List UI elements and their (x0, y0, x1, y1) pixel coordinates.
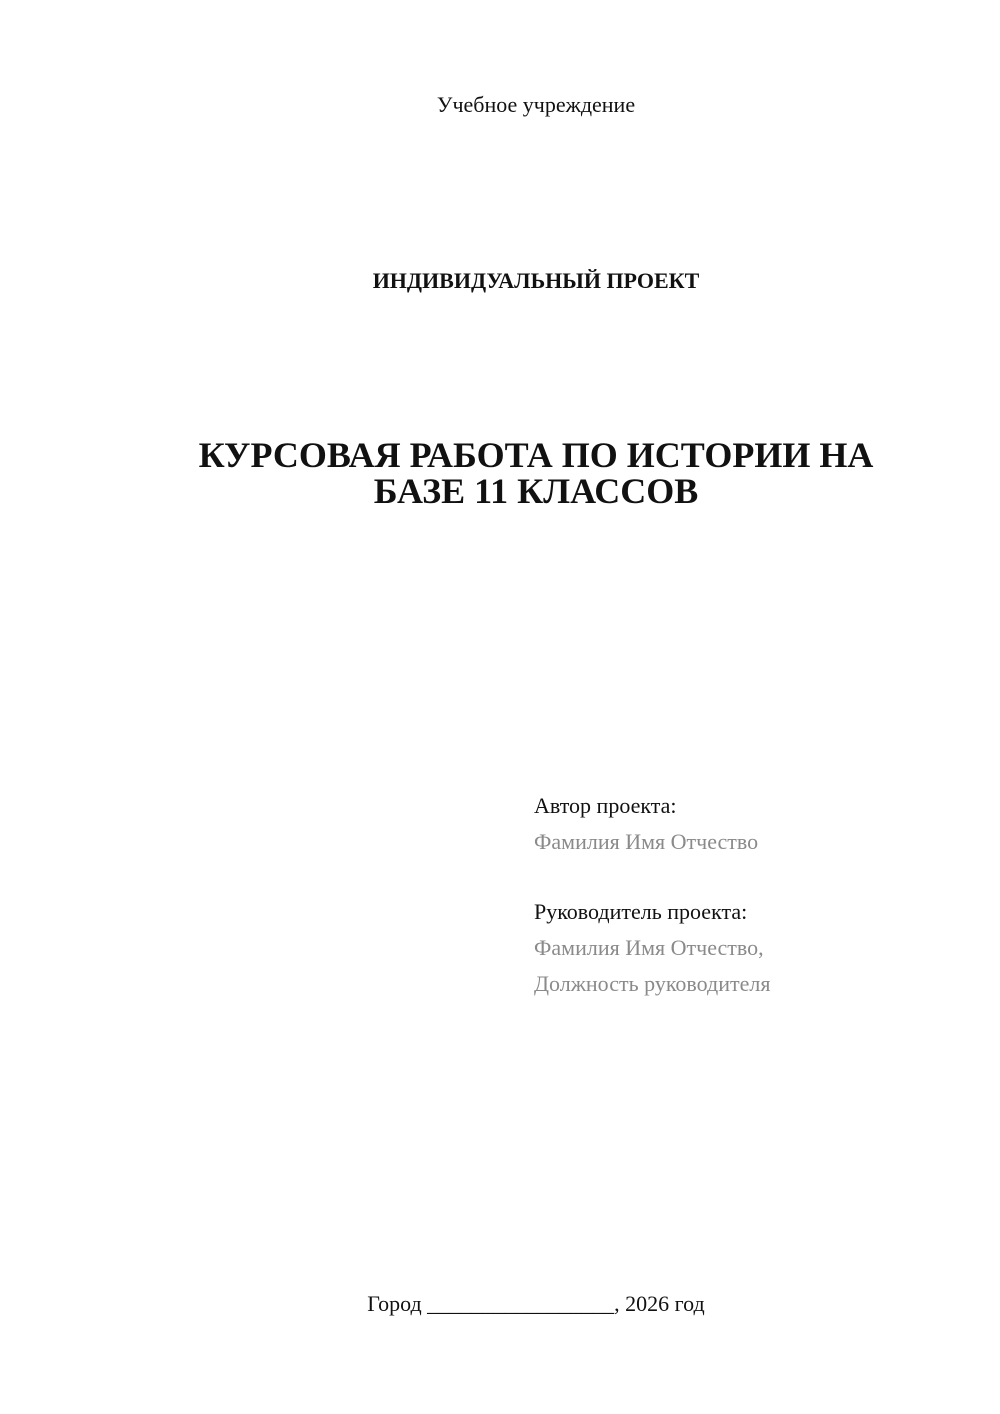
supervisor-label: Руководитель проекта: (534, 899, 748, 924)
main-title-line-1: КУРСОВАЯ РАБОТА ПО ИСТОРИИ НА (198, 435, 874, 475)
institution-name: Учебное учреждение (436, 92, 636, 117)
author-name: Фамилия Имя Отчество (534, 829, 759, 854)
main-title-line-2: БАЗЕ 11 КЛАССОВ (373, 471, 699, 511)
document-type-heading: ИНДИВИДУАЛЬНЫЙ ПРОЕКТ (372, 268, 700, 293)
city-year-line: Город _________________, 2026 год (367, 1291, 705, 1316)
supervisor-position: Должность руководителя (534, 971, 771, 996)
main-title (130, 437, 942, 509)
credits-spacer (534, 860, 954, 894)
author-label: Автор проекта: (534, 793, 677, 818)
credits-block (534, 788, 954, 1002)
supervisor-name: Фамилия Имя Отчество, (534, 935, 764, 960)
